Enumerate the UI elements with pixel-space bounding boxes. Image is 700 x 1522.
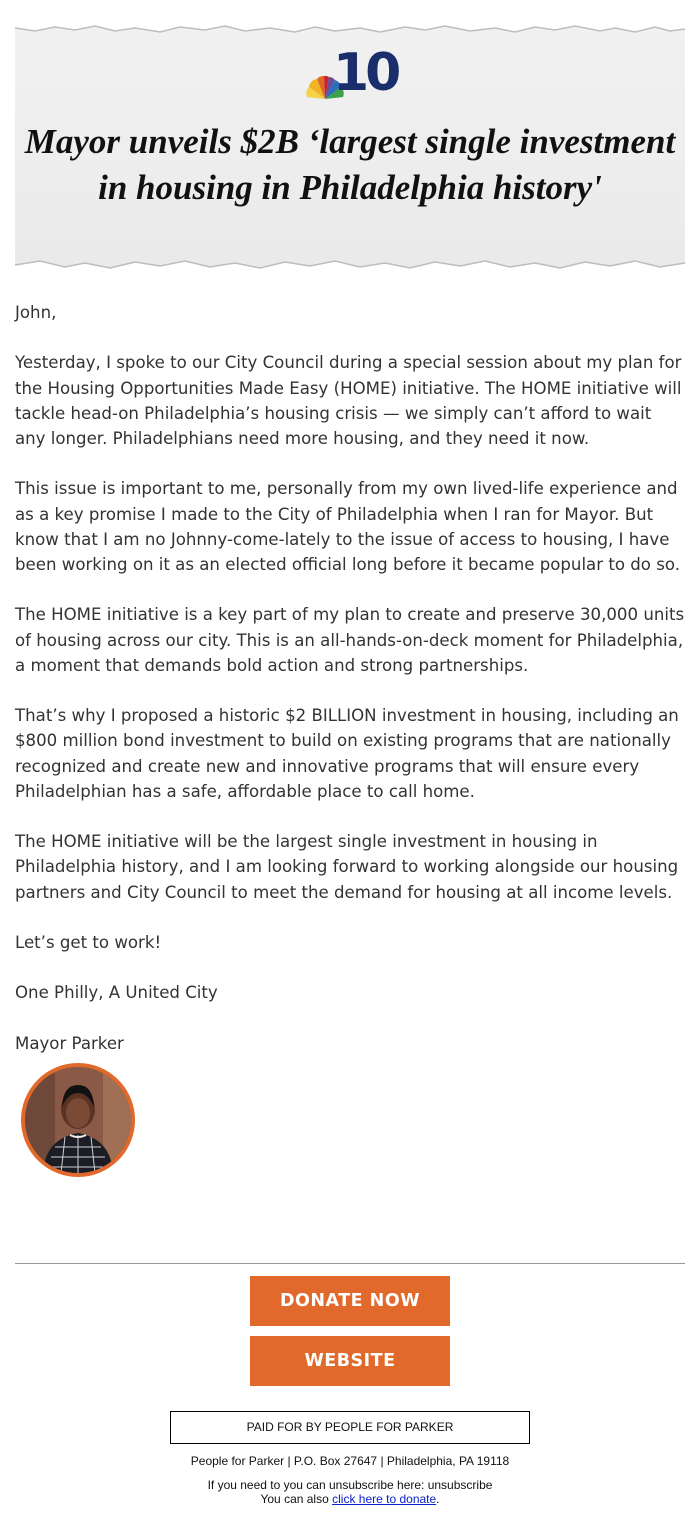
letter-paragraph: Yesterday, I spoke to our City Council during a special session about my plan for the Housing Opportunities Made Easy (HOME) initiative. The HOME initiative will tackle head-on Philadelphia’s housing crisis — we simply can’t afford to wait any longer. Philadelphians need more housing, and they need it now. <box>15 353 682 448</box>
slogan: One Philly, A United City <box>15 983 218 1003</box>
donate-line <box>0 1492 700 1506</box>
donate-now-button[interactable]: DONATE NOW <box>250 1276 450 1326</box>
letter-paragraph: This issue is important to me, personally from my own lived-life experience and as a key promise I made to the City of Philadelphia when I ran for Mayor. But know that I am no Johnny-come-lately to the issue of access to housing, I have been working on it as an elected official long before it became popular to do so. <box>15 479 680 574</box>
donate-line-prefix: You can also <box>260 1492 333 1506</box>
torn-edge-bottom <box>15 251 685 283</box>
paid-for-disclaimer: PAID FOR BY PEOPLE FOR PARKER <box>170 1411 530 1444</box>
header-image <box>15 15 685 283</box>
headline: Mayor unveils $2B ‘largest single investment in housing in Philadelphia history' <box>24 122 676 207</box>
avatar <box>21 1063 135 1177</box>
letter-paragraph: The HOME initiative will be the largest single investment in housing in Philadelphia history, and I am looking forward to working alongside our housing partners and City Council to meet the demand for housing at all income levels. <box>15 832 679 902</box>
letter-paragraph: The HOME initiative is a key part of my plan to create and preserve 30,000 units of housing across our city. This is an all-hands-on-deck moment for Philadelphia, a moment that demands bold action and strong partnerships. <box>15 605 685 675</box>
greeting: John, <box>15 303 57 322</box>
letter-body <box>15 300 687 1081</box>
mailing-address: People for Parker | P.O. Box 27647 | Philadelphia, PA 19118 <box>190 1454 510 1468</box>
donate-line-suffix: . <box>436 1492 440 1506</box>
unsubscribe-text[interactable]: If you need to you can unsubscribe here: unsubscribe <box>207 1478 493 1492</box>
logo-channel-number: 10 <box>333 43 398 103</box>
unsubscribe-section <box>0 1478 700 1506</box>
nbc10-logo <box>305 43 398 103</box>
portrait-image <box>25 1067 131 1173</box>
donate-link[interactable]: click here to donate <box>332 1492 437 1506</box>
torn-edge-top <box>15 15 685 41</box>
website-button[interactable]: WEBSITE <box>250 1336 450 1386</box>
closing-line: Let’s get to work! <box>15 932 162 952</box>
signature: Mayor Parker <box>15 1033 124 1053</box>
footer-divider <box>15 1263 685 1264</box>
letter-paragraph: That’s why I proposed a historic $2 BILLION investment in housing, including an $800 million bond investment to build on existing programs that are nationally recognized and create new and innovative programs that will ensure every Philadelphian has a safe, affordable place to call home. <box>15 706 679 801</box>
